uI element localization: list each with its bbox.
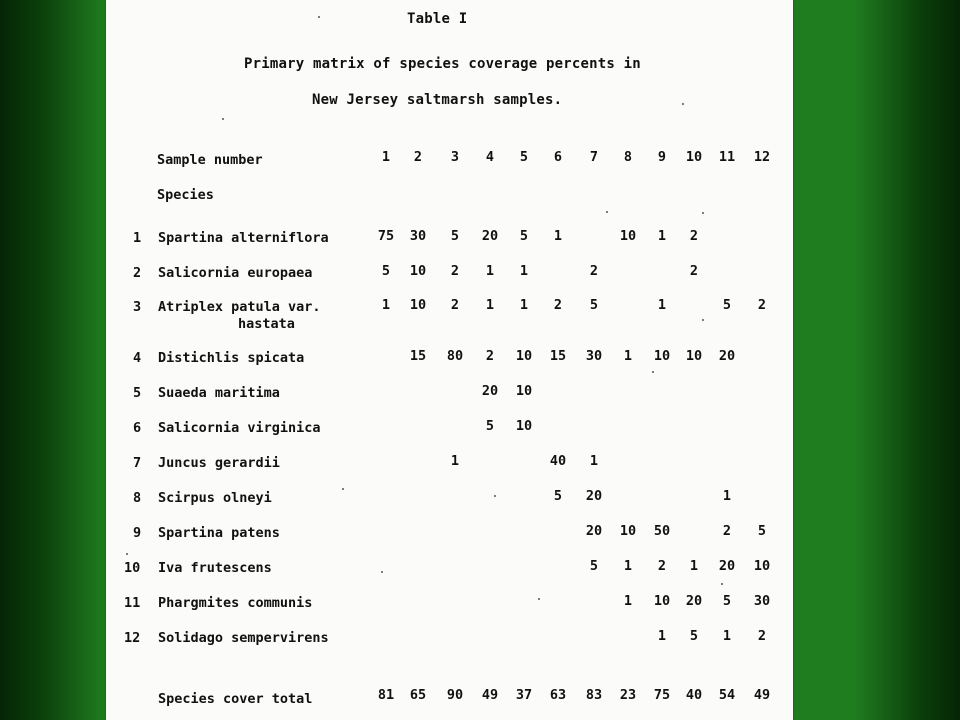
- species-cover-total: 90: [446, 687, 464, 703]
- coverage-value: 2: [450, 263, 460, 279]
- coverage-value: 80: [446, 348, 464, 364]
- sample-number: 9: [657, 149, 667, 165]
- coverage-value: 10: [619, 523, 637, 539]
- sample-number: 2: [413, 149, 423, 165]
- species-name: Atriplex patula var.: [158, 299, 321, 315]
- species-index: 4: [133, 350, 142, 366]
- coverage-value: 10: [515, 418, 533, 434]
- species-index: 10: [124, 560, 141, 576]
- coverage-value: 10: [515, 383, 533, 399]
- coverage-value: 10: [409, 297, 427, 313]
- species-index: 12: [124, 630, 141, 646]
- coverage-value: 1: [689, 558, 699, 574]
- scan-speck: [342, 488, 344, 490]
- coverage-value: 1: [623, 593, 633, 609]
- species-cover-total: 81: [377, 687, 395, 703]
- coverage-value: 20: [481, 228, 499, 244]
- coverage-value: 1: [722, 628, 732, 644]
- species-index: 7: [133, 455, 142, 471]
- species-cover-total: 37: [515, 687, 533, 703]
- coverage-value: 30: [753, 593, 771, 609]
- coverage-value: 2: [589, 263, 599, 279]
- scan-speck: [682, 103, 684, 105]
- coverage-value: 30: [409, 228, 427, 244]
- coverage-value: 10: [515, 348, 533, 364]
- sample-number: 1: [381, 149, 391, 165]
- species-index: 8: [133, 490, 142, 506]
- coverage-value: 10: [653, 593, 671, 609]
- species-name: Spartina patens: [158, 525, 280, 541]
- species-name: Juncus gerardii: [158, 455, 280, 471]
- coverage-value: 1: [623, 558, 633, 574]
- scan-speck: [702, 212, 704, 214]
- scan-speck: [606, 211, 608, 213]
- coverage-value: 1: [657, 297, 667, 313]
- coverage-value: 1: [450, 453, 460, 469]
- species-cover-total-label: Species cover total: [158, 691, 313, 707]
- species-cover-total: 54: [718, 687, 736, 703]
- coverage-value: 5: [381, 263, 391, 279]
- coverage-value: 2: [657, 558, 667, 574]
- sample-number: 5: [519, 149, 529, 165]
- species-index: 5: [133, 385, 142, 401]
- coverage-value: 40: [549, 453, 567, 469]
- coverage-value: 5: [553, 488, 563, 504]
- coverage-value: 5: [722, 297, 732, 313]
- species-name-continued: hastata: [238, 316, 295, 332]
- coverage-value: 75: [377, 228, 395, 244]
- species-name: Spartina alterniflora: [158, 230, 329, 246]
- sample-number: 6: [553, 149, 563, 165]
- species-cover-total: 75: [653, 687, 671, 703]
- sample-number: 7: [589, 149, 599, 165]
- species-name: Distichlis spicata: [158, 350, 305, 366]
- coverage-value: 2: [450, 297, 460, 313]
- coverage-value: 1: [519, 263, 529, 279]
- species-name: Salicornia europaea: [158, 265, 313, 281]
- coverage-value: 10: [685, 348, 703, 364]
- sample-number: 8: [623, 149, 633, 165]
- scan-speck: [721, 583, 723, 585]
- sample-number: 11: [718, 149, 736, 165]
- species-index: 11: [124, 595, 141, 611]
- species-name: Phargmites communis: [158, 595, 313, 611]
- coverage-value: 5: [485, 418, 495, 434]
- coverage-value: 5: [589, 558, 599, 574]
- coverage-value: 2: [689, 263, 699, 279]
- coverage-value: 1: [485, 263, 495, 279]
- sample-number: 4: [485, 149, 495, 165]
- species-name: Salicornia virginica: [158, 420, 321, 436]
- species-cover-total: 23: [619, 687, 637, 703]
- coverage-value: 20: [585, 523, 603, 539]
- species-index: 9: [133, 525, 142, 541]
- species-index: 1: [133, 230, 142, 246]
- scan-speck: [538, 598, 540, 600]
- species-cover-total: 83: [585, 687, 603, 703]
- species-label: Species: [157, 187, 214, 203]
- coverage-value: 10: [409, 263, 427, 279]
- coverage-value: 20: [718, 558, 736, 574]
- species-name: Iva frutescens: [158, 560, 272, 576]
- species-index: 3: [133, 299, 142, 315]
- table-subtitle-line2: New Jersey saltmarsh samples.: [312, 92, 563, 108]
- coverage-value: 2: [553, 297, 563, 313]
- scan-speck: [652, 371, 654, 373]
- coverage-value: 5: [450, 228, 460, 244]
- species-name: Scirpus olneyi: [158, 490, 272, 506]
- species-cover-total: 49: [481, 687, 499, 703]
- species-name: Solidago sempervirens: [158, 630, 329, 646]
- coverage-value: 1: [381, 297, 391, 313]
- species-cover-total: 63: [549, 687, 567, 703]
- coverage-value: 15: [549, 348, 567, 364]
- coverage-value: 1: [722, 488, 732, 504]
- scan-speck: [126, 553, 128, 555]
- coverage-value: 10: [653, 348, 671, 364]
- species-index: 6: [133, 420, 142, 436]
- coverage-value: 1: [657, 628, 667, 644]
- coverage-value: 5: [722, 593, 732, 609]
- sample-number: 3: [450, 149, 460, 165]
- coverage-value: 50: [653, 523, 671, 539]
- species-cover-total: 65: [409, 687, 427, 703]
- coverage-value: 15: [409, 348, 427, 364]
- coverage-value: 30: [585, 348, 603, 364]
- scan-speck: [494, 495, 496, 497]
- coverage-value: 10: [619, 228, 637, 244]
- species-cover-total: 49: [753, 687, 771, 703]
- coverage-value: 20: [718, 348, 736, 364]
- sample-number: 10: [685, 149, 703, 165]
- coverage-value: 20: [481, 383, 499, 399]
- coverage-value: 20: [585, 488, 603, 504]
- coverage-value: 5: [519, 228, 529, 244]
- coverage-value: 2: [689, 228, 699, 244]
- species-index: 2: [133, 265, 142, 281]
- coverage-value: 5: [757, 523, 767, 539]
- coverage-value: 1: [485, 297, 495, 313]
- coverage-value: 2: [485, 348, 495, 364]
- coverage-value: 1: [519, 297, 529, 313]
- scanned-page: [106, 0, 793, 720]
- coverage-value: 2: [757, 628, 767, 644]
- scan-speck: [381, 571, 383, 573]
- coverage-value: 1: [589, 453, 599, 469]
- coverage-value: 10: [753, 558, 771, 574]
- coverage-value: 1: [553, 228, 563, 244]
- coverage-value: 2: [757, 297, 767, 313]
- scan-speck: [222, 118, 224, 120]
- species-cover-total: 40: [685, 687, 703, 703]
- coverage-value: 1: [657, 228, 667, 244]
- sample-number: 12: [753, 149, 771, 165]
- coverage-value: 5: [589, 297, 599, 313]
- species-name: Suaeda maritima: [158, 385, 280, 401]
- scan-speck: [318, 16, 320, 18]
- table-title: Table I: [407, 11, 468, 27]
- table-subtitle-line1: Primary matrix of species coverage percents in: [244, 56, 641, 72]
- coverage-value: 1: [623, 348, 633, 364]
- coverage-value: 5: [689, 628, 699, 644]
- coverage-value: 20: [685, 593, 703, 609]
- coverage-value: 2: [722, 523, 732, 539]
- scan-speck: [702, 319, 704, 321]
- sample-number-label: Sample number: [157, 152, 263, 168]
